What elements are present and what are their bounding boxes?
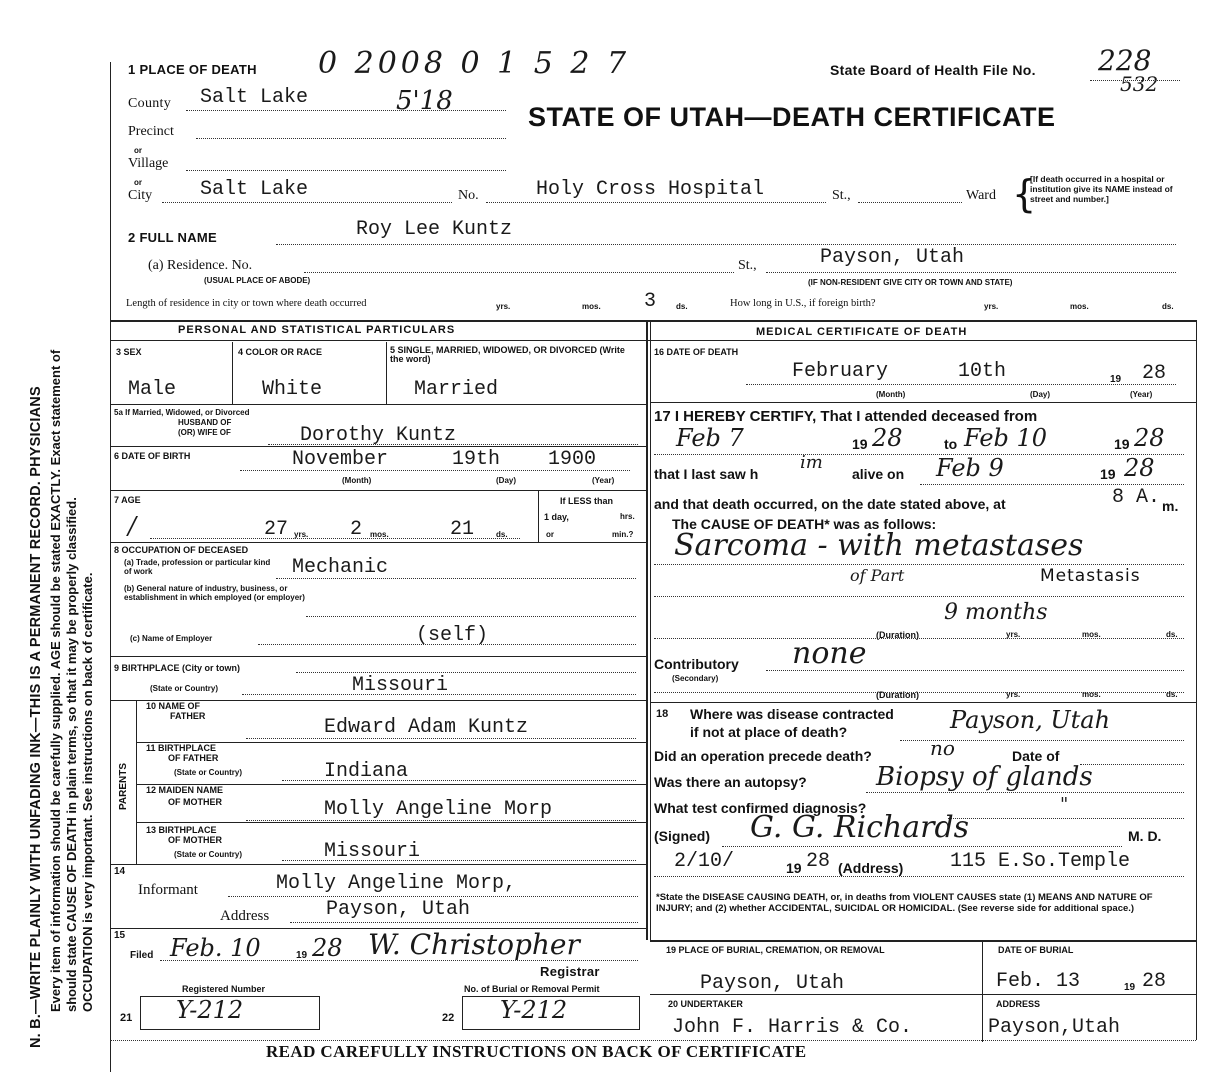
section-heading-line [110,340,1196,341]
mother-bp-label-3: (State or Country) [174,850,242,859]
frame-left [110,62,111,1072]
if-less-than: If LESS than [560,496,614,506]
father-value: Edward Adam Kuntz [324,716,529,739]
certify-label: 17 I HEREBY CERTIFY, That I attended deceased from [654,408,1038,425]
duration2-yrs: yrs. [1006,690,1021,699]
age-mos: 2 [350,518,363,541]
n14: 14 [114,866,126,877]
signature-value: G. G. Richards [750,810,970,845]
operation-line [1080,764,1184,765]
center-divider [646,320,648,940]
employer-label: (c) Name of Employer [130,634,213,643]
burial-mid-line [650,994,1196,995]
m-label: m. [1162,498,1179,514]
last-saw-him: im [800,452,823,473]
cause-value-2a: of Part [850,566,905,585]
occupation-b-line [306,616,636,617]
burial-19: 19 [1124,982,1136,993]
cause-line-2 [654,596,1184,597]
age-label: 7 AGE [114,495,141,505]
occurred-label: and that death occurred, on the date stated above, at [654,496,1006,512]
signed-date: 2/10/ [674,850,735,873]
us-mos: mos. [1070,302,1089,311]
mother-label-2: OF MOTHER [168,797,222,807]
sex-value: Male [128,378,177,401]
precinct-line [196,138,506,139]
address-value: 115 E.So.Temple [950,850,1131,873]
duration-mos: mos. [1082,630,1101,639]
duration2-mos: mos. [1082,690,1101,699]
mother-bp-label-2: OF MOTHER [168,835,222,845]
age-ds-label: ds. [496,530,508,539]
contracted-label-2: if not at place of death? [690,724,848,740]
employer-value: (self) [416,624,489,647]
to-date: Feb 10 [964,424,1048,452]
autopsy-label: Was there an autopsy? [654,774,807,790]
age-div [538,490,539,542]
file-number-2: 532 [1120,72,1159,96]
dob-line [240,470,630,471]
undertaker-value: John F. Harris & Co. [672,1016,913,1039]
village-label: Village [128,156,169,171]
birthplace-label: 9 BIRTHPLACE (City or town) [114,663,240,673]
burial-label: 19 PLACE OF BURIAL, CREMATION, OR REMOVAL [666,945,885,955]
street-st-label: St., [832,188,851,203]
dob-day: 19th [452,448,501,471]
contributory-value: none [792,636,867,671]
parents-label: PARENTS [118,762,129,810]
sidebar-line-4: OCCUPATION is very important. See instructions on back of certificate. [80,572,95,1012]
date-of-label: Date of [1012,748,1060,764]
death-month: February [792,360,889,383]
color-value: White [262,378,323,401]
death-day: 10th [958,360,1007,383]
residence-st-label: St., [738,258,757,273]
employer-line [258,644,636,645]
length-days: 3 [644,290,657,313]
death-year-label: (Year) [1130,390,1153,399]
hrs: hrs. [620,512,635,521]
age-mos-label: mos. [370,530,389,539]
residence-label: (a) Residence. No. [148,258,253,273]
sidebar-line-1-text: N. B.—WRITE PLAINLY WITH UNFADING INK—THIS IS A PERMANENT RECORD. [28,481,44,1048]
file-number-label: State Board of Health File No. [830,62,1036,78]
age-ds: 21 [450,518,475,541]
mother-label-1: 12 MAIDEN NAME [146,785,224,795]
file-number: 228 [1098,44,1152,77]
und-address-label: ADDRESS [996,999,1041,1009]
stamp-number: 0 2008 0 1 5 2 7 [318,46,631,81]
birthplace-sub: (State or Country) [150,684,218,693]
birthplace-line-1 [296,672,636,673]
dob-month: November [292,448,389,471]
street-no-label: No. [458,188,479,203]
precinct-label: Precinct [128,124,174,139]
signed-line [722,846,1122,847]
age-yrs-label: yrs. [294,530,309,539]
from-date: Feb 7 [676,424,744,452]
occupation-value: Mechanic [292,556,389,579]
row-7-line [110,542,646,543]
occupation-b: (b) General nature of industry, business, or establishment in which employed (or employer) [124,584,305,602]
footnote: *State the DISEASE CAUSING DEATH, or, in deaths from VIOLENT CAUSES state (1) MEANS AND NATURE OF INJURY; and (2) whether ACCIDENTAL, SUICIDAL OR HOMICIDAL. (See reverse side for additional space.) [656,892,1153,914]
dob-day-label: (Day) [496,476,517,485]
autopsy-line [866,792,1184,793]
burial-year: 28 [1142,970,1167,993]
spouse-value: Dorothy Kuntz [300,424,457,447]
street-value: Holy Cross Hospital [536,178,765,201]
margin-note: 5'18 [396,86,453,116]
or-2: or [134,178,142,187]
q18: 18 [656,708,669,720]
und-address-value: Payson,Utah [988,1016,1121,1039]
duration-value: 9 months [944,600,1048,625]
burial-place: Payson, Utah [700,972,845,995]
duration-yrs: yrs. [1006,630,1021,639]
n21: 21 [120,1012,133,1024]
birthplace-value: Missouri [352,674,449,697]
burial-top-line [650,940,1196,942]
contracted-value: Payson, Utah [950,706,1111,734]
full-name-line [276,244,1176,245]
us-label: How long in U.S., if foreign birth? [730,298,876,309]
length-ds: ds. [676,302,688,311]
parents-divider [136,700,137,864]
informant-line [228,896,638,897]
row-13-line [110,864,646,865]
row-6-line [110,490,646,491]
address-label: (Address) [838,860,904,876]
burial-date: Feb. 13 [996,970,1081,993]
test-line [948,818,1184,819]
last-saw-label: that I last saw h [654,466,759,482]
date-of-death-label: 16 DATE OF DEATH [654,347,739,357]
residence-value: Payson, Utah [820,246,965,269]
death-19: 19 [1110,374,1122,385]
operation-label: Did an operation precede death? [654,748,872,764]
cause-value: Sarcoma - with metastases [674,528,1084,563]
occupation-line [276,578,636,579]
spouse-label-2: HUSBAND OF [178,418,232,427]
city-label: City [128,188,153,203]
burial-permit: Y-212 [500,996,568,1024]
filed-year: 28 [312,934,343,962]
cause-label: The CAUSE OF DEATH* was as follows: [672,516,937,532]
n15: 15 [114,930,126,941]
burial-div [982,940,983,1042]
test-value: " [1060,794,1069,815]
filed-line [160,960,638,961]
sex-div [232,342,233,404]
dob-year-label: (Year) [592,476,615,485]
signed-19: 19 [786,860,802,876]
length-mos: mos. [582,302,601,311]
sidebar-line-2 [48,350,63,1012]
last-saw-19: 19 [1100,466,1116,482]
death-date-line [746,384,1176,385]
father-line [246,738,636,739]
occupation-a: (a) Trade, profession or particular kind of work [124,558,271,576]
footer-text: READ CAREFULLY INSTRUCTIONS ON BACK OF CERTIFICATE [266,1042,807,1061]
village-line [186,170,506,171]
from-19: 19 [852,436,868,452]
sidebar-line-1 [28,386,44,1048]
mother-bp-label-1: 13 BIRTHPLACE [146,825,217,835]
min: min.? [612,530,634,539]
n22: 22 [442,1012,455,1024]
row-3-line [110,404,646,405]
occupation-label: 8 OCCUPATION OF DECEASED [114,545,249,555]
dob-label: 6 DATE OF BIRTH [114,451,191,461]
father-bp-line [282,780,636,781]
color-div [386,342,387,404]
full-name-value: Roy Lee Kuntz [356,218,513,241]
section-top-line [110,320,1196,322]
marital-value: Married [414,378,499,401]
cause-line-3 [654,638,1184,639]
contributory-line-2 [654,692,1184,693]
undertaker-label: 20 UNDERTAKER [668,999,743,1009]
filed-value: Feb. 10 [170,934,261,962]
to-label: to [944,436,958,452]
length-yrs: yrs. [496,302,511,311]
reg-number-label: Registered Number [182,984,266,994]
contributory-label: Contributory [654,656,739,672]
informant-label: Informant [138,882,198,898]
contracted-label: Where was disease contracted [690,706,894,722]
duration2-label: (Duration) [876,690,919,700]
informant-address-label: Address [220,908,270,924]
md-label: M. D. [1128,828,1162,844]
residence-note: (IF NON-RESIDENT GIVE CITY OR TOWN AND STATE) [808,278,1013,287]
father-label-2: FATHER [170,711,206,721]
or-age: or [546,530,554,539]
med-row-17-line [650,702,1196,703]
burial-permit-label: No. of Burial or Removal Permit [464,984,600,994]
to-year: 28 [1134,424,1165,452]
residence-line-2 [766,272,1176,273]
age-line [150,538,520,539]
sidebar-line-2-text: Every item of information should be carefully supplied. AGE should be stated EXACTLY. [48,469,63,1012]
alive-label: alive on [852,466,905,482]
file-line [1090,80,1180,81]
contributory-line [766,670,1184,671]
last-saw-date: Feb 9 [936,454,1004,482]
ward-note: [If death occurred in a hospital or institution give its NAME instead of street and number.] [1030,174,1173,204]
residence-line [304,272,734,273]
filed-label: Filed [130,950,154,961]
county-value: Salt Lake [200,86,309,109]
cause-value-2b: Metastasis [1040,566,1141,586]
county-label: County [128,96,172,111]
informant-value: Molly Angeline Morp, [276,872,517,895]
or-1: or [134,146,142,155]
father-label-1: 10 NAME OF [146,701,201,711]
death-year: 28 [1142,362,1167,385]
center-divider-2 [650,320,651,940]
duration-label: (Duration) [876,630,919,640]
street-line-2 [858,202,962,203]
duration2-ds: ds. [1166,690,1178,699]
birthplace-line [242,694,636,695]
ward-brace: { [1012,172,1037,216]
last-saw-line [920,484,1184,485]
place-of-death-label: 1 PLACE OF DEATH [128,62,257,77]
county-line [186,110,506,111]
informant-address: Payson, Utah [326,898,471,921]
footer-line [110,1040,1196,1041]
test-label: What test confirmed diagnosis? [654,800,867,816]
spouse-line [268,444,638,445]
sidebar-line-1b: PHYSICIANS [28,386,44,477]
informant-address-line [290,922,638,923]
autopsy-value: Biopsy of glands [876,762,1093,792]
age-mark: / [128,512,137,540]
signed-label: (Signed) [654,828,710,844]
time-value: 8 A. [1112,486,1161,509]
med-row-16-line [650,402,1196,403]
residence-sub: (USUAL PLACE OF ABODE) [204,276,311,285]
row-8-line [110,656,646,657]
sex-label: 3 SEX [116,347,142,357]
us-yrs: yrs. [984,302,999,311]
death-month-label: (Month) [876,390,906,399]
certificate-title: STATE OF UTAH—DEATH CERTIFICATE [528,102,1056,132]
medical-heading: MEDICAL CERTIFICATE OF DEATH [756,326,968,338]
secondary-label: (Secondary) [672,674,719,683]
spouse-label-1: 5a If Married, Widowed, or Divorced [114,408,250,417]
row-12-line [136,822,646,823]
father-bp-label-2: OF FATHER [168,753,219,763]
certify-line [654,454,1184,455]
us-ds: ds. [1162,302,1174,311]
length-label: Length of residence in city or town where death occurred [126,298,367,309]
father-birthplace: Indiana [324,760,409,783]
last-saw-year: 28 [1124,454,1155,482]
spouse-label-3: (OR) WIFE OF [178,428,231,437]
operation-value: no [930,736,955,760]
city-value: Salt Lake [200,178,309,201]
from-year: 28 [872,424,903,452]
sidebar-line-2b: Exact statement of [48,349,63,466]
dob-year: 1900 [548,448,597,471]
mother-birthplace: Missouri [324,840,421,863]
mother-value: Molly Angeline Morp [324,798,553,821]
to-19: 19 [1114,436,1130,452]
city-line [162,202,452,203]
ward-label: Ward [966,188,996,203]
burial-date-label: DATE OF BURIAL [998,945,1074,955]
father-bp-label-1: 11 BIRTHPLACE [146,743,217,753]
registrar-label: Registrar [540,964,600,979]
color-label: 4 COLOR OR RACE [238,347,323,357]
frame-right [1196,320,1197,1040]
father-bp-label-3: (State or Country) [174,768,242,777]
street-line [486,202,826,203]
age-yrs: 27 [264,518,289,541]
marital-label: 5 SINGLE, MARRIED, WIDOWED, OR DIVORCED (Write the word) [390,345,625,364]
dob-month-label: (Month) [342,476,372,485]
full-name-label: 2 FULL NAME [128,230,218,245]
death-day-label: (Day) [1030,390,1051,399]
mother-bp-line [282,860,636,861]
personal-heading: PERSONAL AND STATISTICAL PARTICULARS [178,324,456,336]
sidebar-line-3: should state CAUSE OF DEATH in plain terms, so that it may be properly classified. [64,497,79,1012]
row-5a-line [110,446,646,447]
signed-year: 28 [806,850,831,873]
mother-line [246,820,636,821]
filed-19: 19 [296,950,308,961]
registrar-signature: W. Christopher [368,928,580,961]
cause-line-1 [654,564,1184,565]
reg-number: Y-212 [176,996,244,1024]
day-1: 1 day, [544,512,569,522]
duration-ds: ds. [1166,630,1178,639]
address-line [654,876,1184,877]
